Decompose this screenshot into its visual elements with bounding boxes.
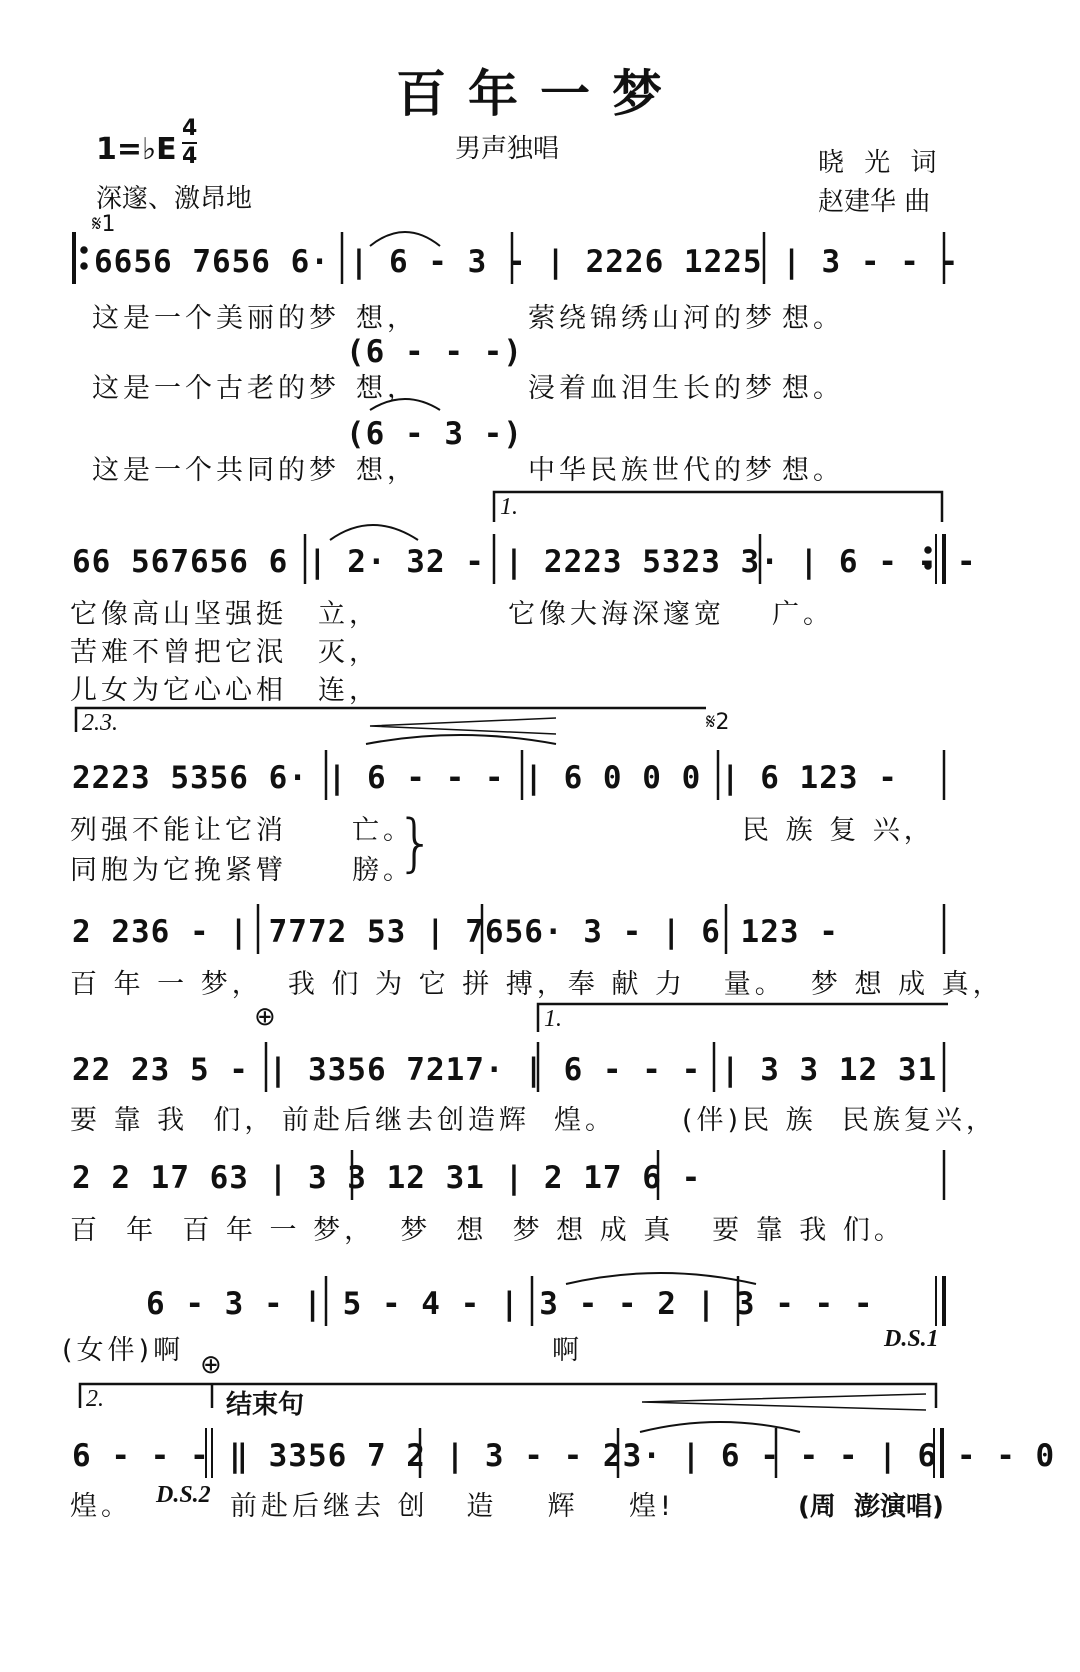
row2-verse2-b: 灭， xyxy=(318,637,380,668)
coda-sign-1: ⊕ xyxy=(254,1002,276,1032)
row1-verse3-c: 中华民族世代的梦 xyxy=(528,455,776,486)
lyricist: 晓 光 词 xyxy=(818,148,943,178)
tempo-mark: 深邃、激昂地 xyxy=(96,184,253,214)
row3-line1-a: 列强不能让它消 xyxy=(70,815,287,846)
composer: 赵建华 曲 xyxy=(818,187,931,217)
row7-notes: 6 - 3 - | 5 - 4 - | 3 - - 2 | 3 - - - xyxy=(146,1286,874,1322)
row1-verse3-b: 想， xyxy=(356,455,418,486)
row1-verse3-d: 想。 xyxy=(782,455,844,486)
row5-lyrics-c: 煌。 xyxy=(554,1105,616,1136)
row7-lyrics-b: 啊 xyxy=(552,1335,583,1366)
row1-verse2-d: 想。 xyxy=(782,373,844,404)
row2-verse1-c: 它像大海深邃宽 xyxy=(508,599,725,630)
row1-verse1-b: 想， xyxy=(356,303,418,334)
row5-lyrics-d: (伴)民 族 民族复兴， xyxy=(682,1105,997,1136)
row2-verse1-a: 它像高山坚强挺 xyxy=(70,599,287,630)
row8-lyrics-b: 前赴后继去 创 造 辉 煌! xyxy=(230,1491,675,1522)
row5-lyrics-b: 前赴后继去创造辉 xyxy=(282,1105,530,1136)
row3-volta: 2.3. xyxy=(82,710,118,736)
ending-label: 结束句 xyxy=(226,1390,305,1420)
row3-line2-b: 膀。 xyxy=(352,855,414,886)
ds-1: D.S.1 xyxy=(884,1326,939,1352)
time-signature-bottom: 4 xyxy=(182,144,198,169)
song-title: 百年一梦 xyxy=(396,64,684,123)
row2-verse3-a: 儿女为它心心相 xyxy=(70,675,287,706)
row1-verse1-a: 这是一个美丽的梦 xyxy=(92,303,340,334)
row3-line2-a: 同胞为它挽紧臂 xyxy=(70,855,287,886)
time-signature-top: 4 xyxy=(182,116,198,141)
row6-lyrics: 百 年 百 年 一 梦， 梦 想 梦 想 成 真 要 靠 我 们。 xyxy=(70,1215,905,1246)
row3-line1-b: 亡。 xyxy=(352,815,414,846)
row5-lyrics-a: 要 靠 我 们， xyxy=(70,1105,276,1136)
segno-2: 𝄋2 xyxy=(706,710,730,735)
row1-verse2-a: 这是一个古老的梦 xyxy=(92,373,340,404)
row8-lyrics-a: 煌。 xyxy=(70,1491,132,1522)
row2-notes: 66 567656 6 | 2· 32 - | 2223 5323 3· | 6 - - - xyxy=(72,544,977,580)
coda-sign-2: ⊕ xyxy=(200,1350,222,1380)
row2-verse1-b: 立， xyxy=(318,599,380,630)
row3-notes: 2223 5356 6· | 6 - - - | 6 0 0 0 | 6 123 - xyxy=(72,760,898,796)
row8-notes: 6 - - - ‖ 3356 7 2 | 3 - - 23· | 6 - - - | 6 - - 0 xyxy=(72,1438,1056,1474)
row2-volta: 1. xyxy=(500,494,518,520)
row3-line1-c: 民 族 复 兴， xyxy=(742,815,935,846)
row4-lyrics: 百 年 一 梦， 我 们 为 它 拼 搏，奉 献 力 量。 梦 想 成 真， xyxy=(70,969,1004,1000)
key-signature: 1=♭E xyxy=(96,132,177,167)
row2-verse1-d: 广。 xyxy=(772,599,834,630)
row2-verse2-a: 苦难不曾把它泯 xyxy=(70,637,287,668)
row1-verse1-c: 萦绕锦绣山河的梦 xyxy=(528,303,776,334)
row1-verse3-a: 这是一个共同的梦 xyxy=(92,455,340,486)
row1-alt2-notes: (6 - - -) xyxy=(346,334,523,370)
performance-type: 男声独唱 xyxy=(455,134,560,164)
ds-2: D.S.2 xyxy=(156,1482,211,1508)
lyric-brace: } xyxy=(396,806,436,879)
row1-verse1-d: 想。 xyxy=(782,303,844,334)
row1-notes: 6656 7656 6· | 6 - 3 - | 2226 1225 | 3 - - - xyxy=(94,244,960,280)
row2-verse3-b: 连， xyxy=(318,675,380,706)
row7-lyrics-a: (女伴)啊 xyxy=(62,1335,185,1366)
performer-credit: (周 澎演唱) xyxy=(798,1492,944,1522)
row6-notes: 2 2 17 63 | 3 3 12 31 | 2 17 6 - xyxy=(72,1160,702,1196)
row1-verse2-b: 想， xyxy=(356,373,418,404)
segno-1: 𝄋1 xyxy=(92,212,116,237)
row5-volta: 1. xyxy=(544,1006,562,1032)
row1-verse2-c: 浸着血泪生长的梦 xyxy=(528,373,776,404)
row4-notes: 2 236 - | 7772 53 | 7656· 3 - | 6 123 - xyxy=(72,914,839,950)
row1-alt3-notes: (6 - 3 -) xyxy=(346,416,523,452)
row8-volta: 2. xyxy=(86,1386,104,1412)
row5-notes: 22 23 5 - | 3356 7217· | 6 - - - | 3 3 12 31 xyxy=(72,1052,938,1088)
